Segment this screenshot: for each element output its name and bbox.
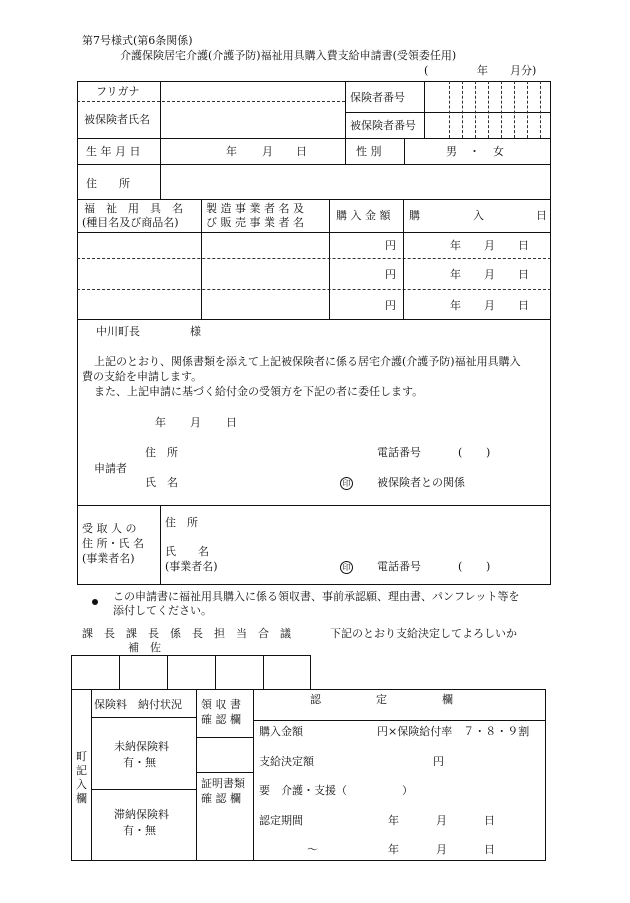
insured-number-label: 被保険者番号 <box>350 119 416 132</box>
amount-header: 購 入 金 額 <box>336 209 391 222</box>
addressee: 中川町長 <box>96 325 140 338</box>
recipient-phone-label: 電話番号 <box>377 560 421 573</box>
row-2-day: 日 <box>518 268 529 281</box>
row-3-day: 日 <box>518 299 529 312</box>
relation-label: 被保険者との関係 <box>377 476 465 489</box>
period-start-month: 月 <box>436 814 447 827</box>
sex-female[interactable]: 女 <box>493 145 504 158</box>
purchase-date-header-2: 入 <box>473 209 484 222</box>
address-label: 住 所 <box>86 177 130 190</box>
note-line-2: 添付してください。 <box>113 604 212 617</box>
request-date-day: 日 <box>226 416 237 429</box>
certificate-check-2: 確 認 欄 <box>201 792 241 805</box>
form-number: 第7号様式(第6条関係) <box>82 34 193 47</box>
care-level-label: 要 介護・支援（ ） <box>259 784 413 797</box>
unpaid-premium-label: 未納保険料 <box>114 740 169 753</box>
applicant-name-label: 氏 名 <box>145 476 178 489</box>
period-end-year: 年 <box>388 843 399 856</box>
sex-label: 性 別 <box>356 145 382 158</box>
unpaid-premium-choice[interactable]: 有・無 <box>123 756 156 769</box>
note-bullet-icon <box>92 599 98 605</box>
benefit-rate: 円×保険給付率 ７・８・９割 <box>377 725 530 738</box>
row-2-month: 月 <box>484 268 495 281</box>
certificate-check-1: 証明書類 <box>201 777 245 790</box>
certification-period-label: 認定期間 <box>259 814 303 827</box>
stamp-grid <box>71 655 311 690</box>
recipient-phone-close: ) <box>486 560 491 573</box>
row-2-year: 年 <box>450 268 461 281</box>
recipient-label-3: (事業者名) <box>82 552 135 565</box>
purchase-amount-label: 購入金額 <box>259 725 303 738</box>
row-2-yen: 円 <box>385 268 396 281</box>
addressee-honorific: 様 <box>190 325 201 338</box>
recipient-name-label: 氏 名 <box>165 545 209 558</box>
applicant-phone-close: ) <box>486 446 491 459</box>
period-open: ( <box>424 64 429 77</box>
row-1-month: 月 <box>484 239 495 252</box>
recipient-business-label: (事業者名) <box>165 560 218 573</box>
recipient-seal-icon: 印 <box>340 561 353 574</box>
sex-separator: ・ <box>469 145 480 158</box>
row-1-day: 日 <box>518 239 529 252</box>
approval-request-text: 下記のとおり支給決定してよろしいか <box>330 627 517 640</box>
insurer-number-label: 保険者番号 <box>350 91 405 104</box>
applicant-address-label: 住 所 <box>145 446 178 459</box>
purchase-date-header-3: 日 <box>536 209 547 222</box>
birth-day: 日 <box>296 145 307 158</box>
payment-decision-label: 支給決定額 <box>259 755 314 768</box>
town-side-label: 町記入欄 <box>76 750 87 805</box>
arrears-premium-label: 滞納保険料 <box>114 808 169 821</box>
period-month: 月分) <box>510 64 537 77</box>
approval-assistant: 補 佐 <box>128 641 161 654</box>
period-end-day: 日 <box>484 843 495 856</box>
furigana-label: フリガナ <box>96 85 140 98</box>
approval-roles: 課 長 課 長 係 長 担 当 合 議 <box>82 627 291 640</box>
request-date-year: 年 <box>155 416 166 429</box>
payment-yen: 円 <box>433 755 444 768</box>
receipt-check-1: 領 収 書 <box>201 698 241 711</box>
recipient-label-2: 住 所・氏 名 <box>82 537 144 550</box>
applicant-phone-label: 電話番号 <box>377 446 421 459</box>
item-name-header: 福 祉 用 具 名 <box>84 202 183 215</box>
recipient-block <box>77 505 551 585</box>
birth-date-label: 生 年 月 日 <box>86 145 141 158</box>
row-3-yen: 円 <box>385 299 396 312</box>
request-line-2: 費の支給を申請します。 <box>82 370 203 383</box>
applicant-label: 申請者 <box>94 462 127 475</box>
row-1-year: 年 <box>450 239 461 252</box>
recipient-address-label: 住 所 <box>165 516 198 529</box>
approval-column-header: 認 定 欄 <box>310 693 453 706</box>
row-3-year: 年 <box>450 299 461 312</box>
receipt-check-2: 確 認 欄 <box>201 713 241 726</box>
applicant-seal-icon: 印 <box>340 477 353 490</box>
period-start-day: 日 <box>484 814 495 827</box>
recipient-phone-open: ( <box>458 560 463 573</box>
request-date-month: 月 <box>190 416 201 429</box>
arrears-premium-choice[interactable]: 有・無 <box>123 824 156 837</box>
row-3-month: 月 <box>484 299 495 312</box>
period-tilde: ～ <box>307 843 318 856</box>
note-line-1: この申請書に福祉用具購入に係る領収書、事前承認願、理由書、パンフレット等を <box>113 590 520 603</box>
row-1-yen: 円 <box>385 239 396 252</box>
maker-subheader: び 販 売 事 業 者 名 <box>206 216 304 229</box>
period-start-year: 年 <box>388 814 399 827</box>
insured-name-label: 被保険者氏名 <box>84 113 150 126</box>
request-line-1: 上記のとおり、関係書類を添えて上記被保険者に係る居宅介護(介護予防)福祉用具購入 <box>94 355 521 368</box>
form-title: 介護保険居宅介護(介護予防)福祉用具購入費支給申請書(受領委任用) <box>120 49 457 62</box>
applicant-phone-open: ( <box>458 446 463 459</box>
maker-header: 製 造 事 業 者 名 及 <box>206 202 304 215</box>
birth-month: 月 <box>262 145 273 158</box>
recipient-label-1: 受 取 人 の <box>82 522 137 535</box>
item-name-subheader: (種目名及び商品名) <box>82 216 179 229</box>
request-line-3: また、上記申請に基づく給付金の受領方を下記の者に委任します。 <box>94 385 424 398</box>
birth-year: 年 <box>226 145 237 158</box>
period-end-month: 月 <box>436 843 447 856</box>
sex-male[interactable]: 男 <box>446 145 457 158</box>
period-year: 年 <box>477 64 488 77</box>
purchase-date-header-1: 購 <box>409 209 420 222</box>
premium-status-label: 保険料 納付状況 <box>94 698 182 711</box>
